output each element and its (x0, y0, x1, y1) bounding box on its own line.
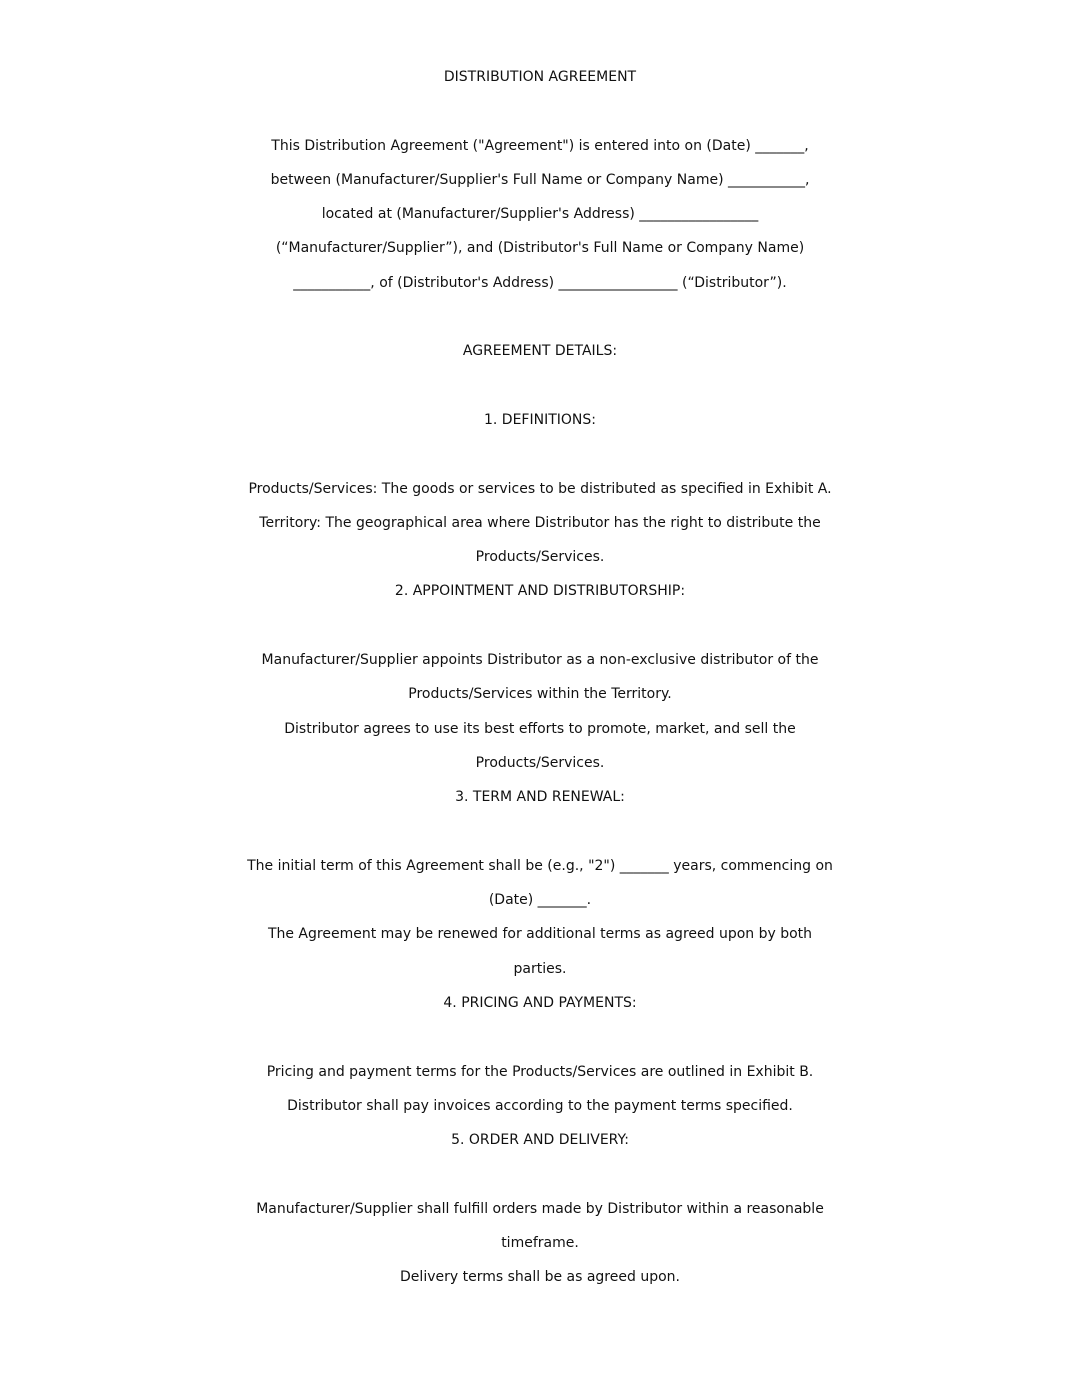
section-heading-term-renewal: 3. TERM AND RENEWAL: (455, 789, 625, 806)
section-heading-order-delivery: 5. ORDER AND DELIVERY: (451, 1132, 629, 1149)
section-line: Products/Services within the Territory. (408, 686, 672, 703)
section-line: Products/Services. (475, 549, 605, 566)
intro-line: (“Manufacturer/Supplier”), and (Distributor's Full Name or Company Name) (275, 240, 805, 257)
intro-line: located at (Manufacturer/Supplier's Address) _________________ (321, 206, 759, 223)
spacer (0, 300, 1080, 334)
section-line: (Date) _______. (488, 892, 592, 909)
section-line: Products/Services: The goods or services to be distributed as specified in Exhibit A. (248, 480, 832, 497)
spacer (0, 1020, 1080, 1054)
spacer (0, 815, 1080, 849)
intro-line: This Distribution Agreement ("Agreement") is entered into on (Date) _______, (271, 137, 809, 154)
section-line: Pricing and payment terms for the Products/Services are outlined in Exhibit B. (266, 1063, 814, 1080)
intro-line: ___________, of (Distributor's Address) _________________ (“Distributor”). (293, 274, 787, 291)
intro-line: between (Manufacturer/Supplier's Full Name or Company Name) ___________, (270, 171, 810, 188)
section-line: Delivery terms shall be as agreed upon. (400, 1269, 680, 1286)
section-line: parties. (513, 960, 567, 977)
section-line: Manufacturer/Supplier shall fulfill orders made by Distributor within a reasonable (256, 1200, 824, 1217)
section-heading-appointment: 2. APPOINTMENT AND DISTRIBUTORSHIP: (394, 583, 686, 600)
agreement-document (0, 60, 1080, 1295)
spacer (0, 94, 1080, 128)
section-heading-definitions: 1. DEFINITIONS: (484, 411, 596, 428)
section-line: Distributor shall pay invoices according to the payment terms specified. (287, 1097, 793, 1114)
spacer (0, 369, 1080, 403)
spacer (0, 609, 1080, 643)
spacer (0, 1158, 1080, 1192)
spacer (0, 437, 1080, 471)
section-line: Products/Services. (475, 754, 605, 771)
section-line: Distributor agrees to use its best efforts to promote, market, and sell the (284, 720, 796, 737)
section-line: Territory: The geographical area where Distributor has the right to distribute the (259, 514, 821, 531)
section-line: The Agreement may be renewed for additional terms as agreed upon by both (267, 926, 813, 943)
section-line: Manufacturer/Supplier appoints Distributor as a non-exclusive distributor of the (261, 652, 819, 669)
agreement-details-heading: AGREEMENT DETAILS: (462, 343, 618, 360)
document-title: DISTRIBUTION AGREEMENT (443, 69, 637, 85)
section-line: The initial term of this Agreement shall be (e.g., "2") _______ years, commencing on (247, 857, 833, 874)
intro-paragraph (0, 129, 1080, 300)
section-line: timeframe. (501, 1235, 579, 1252)
section-heading-pricing-payments: 4. PRICING AND PAYMENTS: (443, 995, 637, 1012)
